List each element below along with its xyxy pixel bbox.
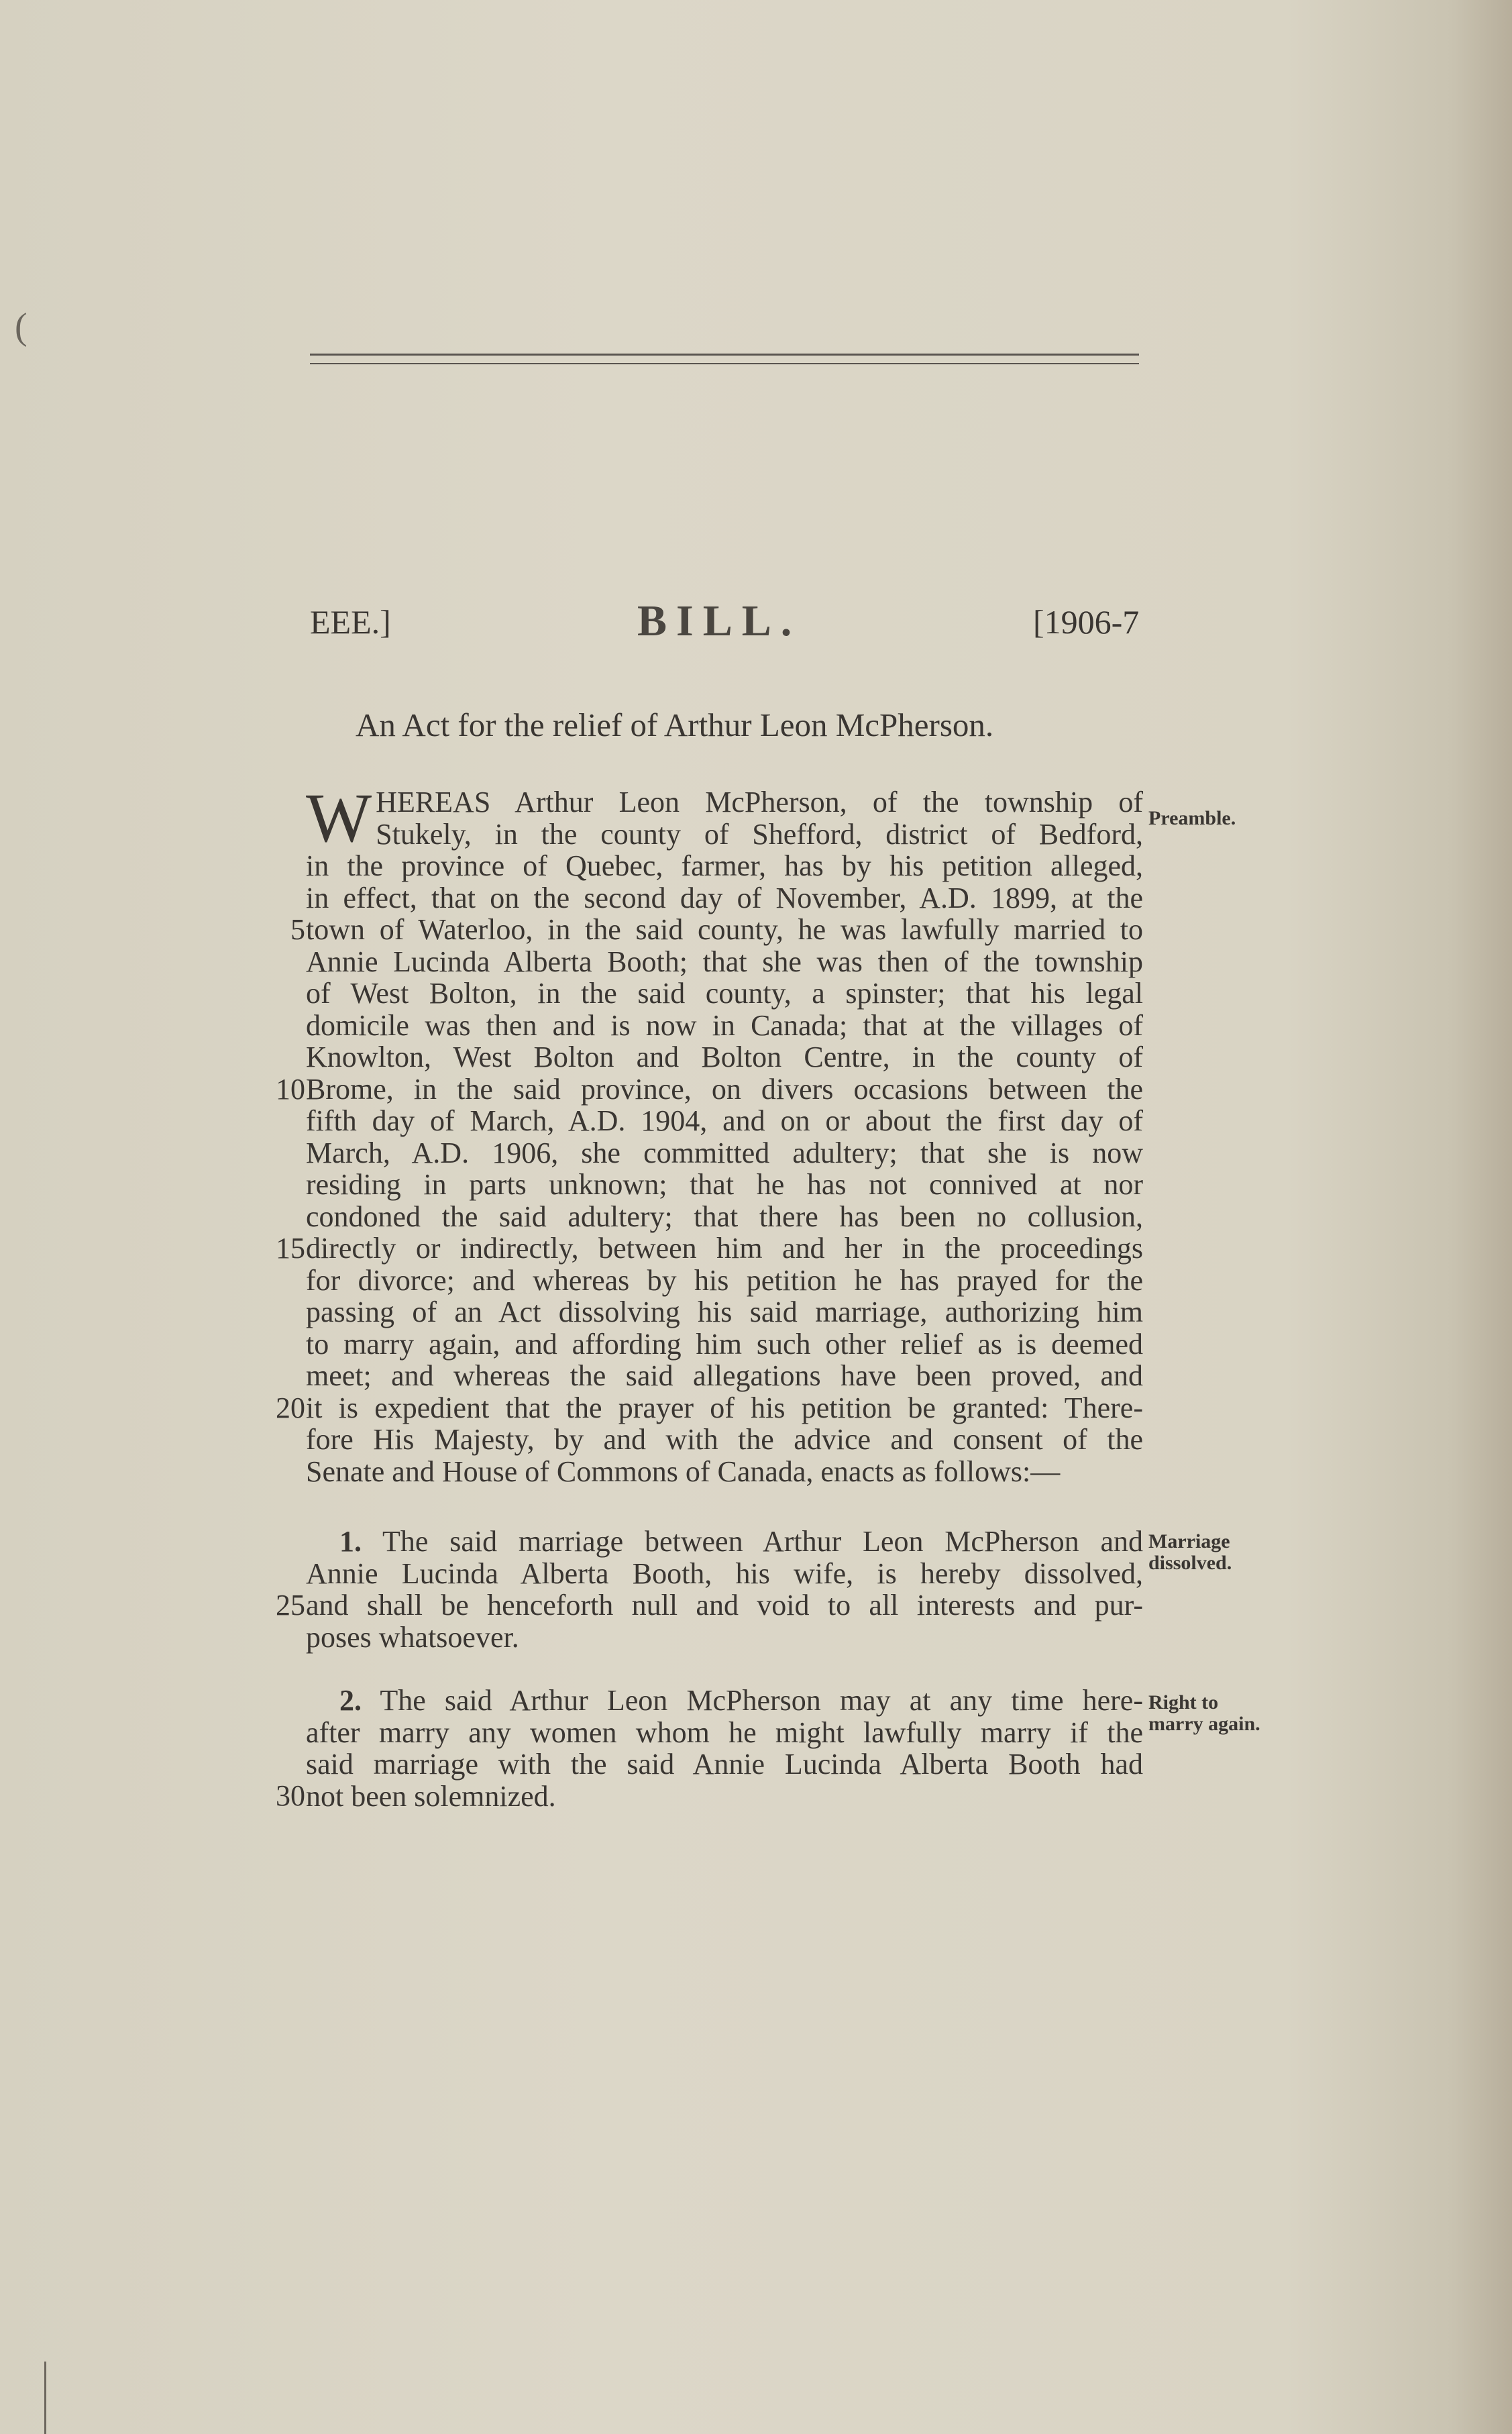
section-1-line: Annie Lucinda Alberta Booth, his wife, is hereby dissolved,	[306, 1556, 1143, 1590]
section-number: 2.	[339, 1684, 362, 1717]
margin-note-line: marry again.	[1148, 1713, 1260, 1735]
preamble-line: town of Waterloo, in the said county, he was lawfully married to	[306, 913, 1143, 946]
preamble-line: Knowlton, West Bolton and Bolton Centre, in the county of	[306, 1041, 1143, 1073]
bill-heading: BILL.	[637, 596, 802, 645]
section-2-line	[306, 1685, 1143, 1717]
section-2-line: not been solemnized.	[306, 1779, 556, 1813]
margin-note-right-to-marry	[1148, 1692, 1260, 1735]
preamble-paragraph	[306, 780, 1143, 1488]
preamble-line: in the province of Quebec, farmer, has by his petition alleged,	[306, 849, 1143, 882]
section-2	[306, 1685, 1143, 1812]
act-title: An Act for the relief of Arthur Leon McPherson.	[356, 706, 994, 743]
margin-note-line: dissolved.	[1148, 1552, 1232, 1574]
line-number: 15	[276, 1232, 305, 1265]
margin-bracket-mark: (	[15, 306, 28, 348]
bill-letter-code: EEE.]	[310, 603, 391, 641]
section-1-text: The said marriage between Arthur Leon McPherson and	[382, 1525, 1143, 1558]
preamble-line: Senate and House of Commons of Canada, enacts as follows:—	[306, 1454, 1061, 1488]
margin-note-line: Marriage	[1148, 1530, 1230, 1552]
section-1-line: poses whatsoever.	[306, 1620, 519, 1654]
dropcap-letter: W	[306, 780, 372, 857]
preamble-line: HEREAS Arthur Leon McPherson, of the township of	[376, 786, 1143, 818]
preamble-line: Annie Lucinda Alberta Booth; that she was then of the township	[306, 945, 1143, 978]
section-1	[306, 1526, 1143, 1653]
preamble-line: it is expedient that the prayer of his petition be granted: There-	[306, 1391, 1143, 1424]
section-2-line: said marriage with the said Annie Lucinda Alberta Booth had	[306, 1748, 1143, 1781]
preamble-line: fifth day of March, A.D. 1904, and on or about the first day of	[306, 1104, 1143, 1137]
preamble-line: of West Bolton, in the said county, a spinster; that his legal	[306, 977, 1143, 1010]
preamble-line: fore His Majesty, by and with the advice and consent of the	[306, 1423, 1143, 1456]
margin-note-marriage-dissolved	[1148, 1531, 1232, 1574]
margin-note-preamble: Preamble.	[1148, 807, 1236, 829]
section-2-line: after marry any women whom he might lawfully marry if the	[306, 1715, 1143, 1749]
line-number: 30	[276, 1779, 305, 1812]
preamble-line: domicile was then and is now in Canada; that at the villages of	[306, 1008, 1143, 1042]
line-number: 5	[290, 913, 305, 946]
preamble-line: Brome, in the said province, on divers occasions between the	[306, 1072, 1143, 1106]
section-2-text: The said Arthur Leon McPherson may at any time here-	[380, 1684, 1143, 1717]
line-number: 25	[276, 1589, 305, 1622]
preamble-line: passing of an Act dissolving his said marriage, authorizing him	[306, 1295, 1143, 1328]
preamble-line: for divorce; and whereas by his petition he has prayed for the	[306, 1263, 1143, 1297]
preamble-line: Stukely, in the county of Shefford, district of Bedford,	[376, 817, 1143, 851]
binding-edge	[44, 2362, 46, 2434]
section-1-line	[306, 1526, 1143, 1558]
section-1-line: and shall be henceforth null and void to all interests and pur-	[306, 1589, 1143, 1622]
preamble-line: directly or indirectly, between him and her in the proceedings	[306, 1232, 1143, 1265]
preamble-line: March, A.D. 1906, she committed adultery; that she is now	[306, 1136, 1143, 1169]
preamble-line: to marry again, and affording him such other relief as is deemed	[306, 1327, 1143, 1361]
section-number: 1.	[339, 1525, 362, 1558]
preamble-line: meet; and whereas the said allegations have been proved, and	[306, 1359, 1143, 1392]
line-number: 20	[276, 1391, 305, 1424]
session-year: [1906-7	[1033, 603, 1140, 641]
top-rule	[310, 354, 1139, 356]
line-number: 10	[276, 1073, 305, 1106]
preamble-line: in effect, that on the second day of November, A.D. 1899, at the	[306, 881, 1143, 914]
preamble-line: condoned the said adultery; that there has been no collusion,	[306, 1200, 1143, 1233]
preamble-line: residing in parts unknown; that he has not connived at nor	[306, 1168, 1143, 1201]
top-rule-thin	[310, 363, 1139, 364]
margin-note-line: Right to	[1148, 1691, 1219, 1713]
